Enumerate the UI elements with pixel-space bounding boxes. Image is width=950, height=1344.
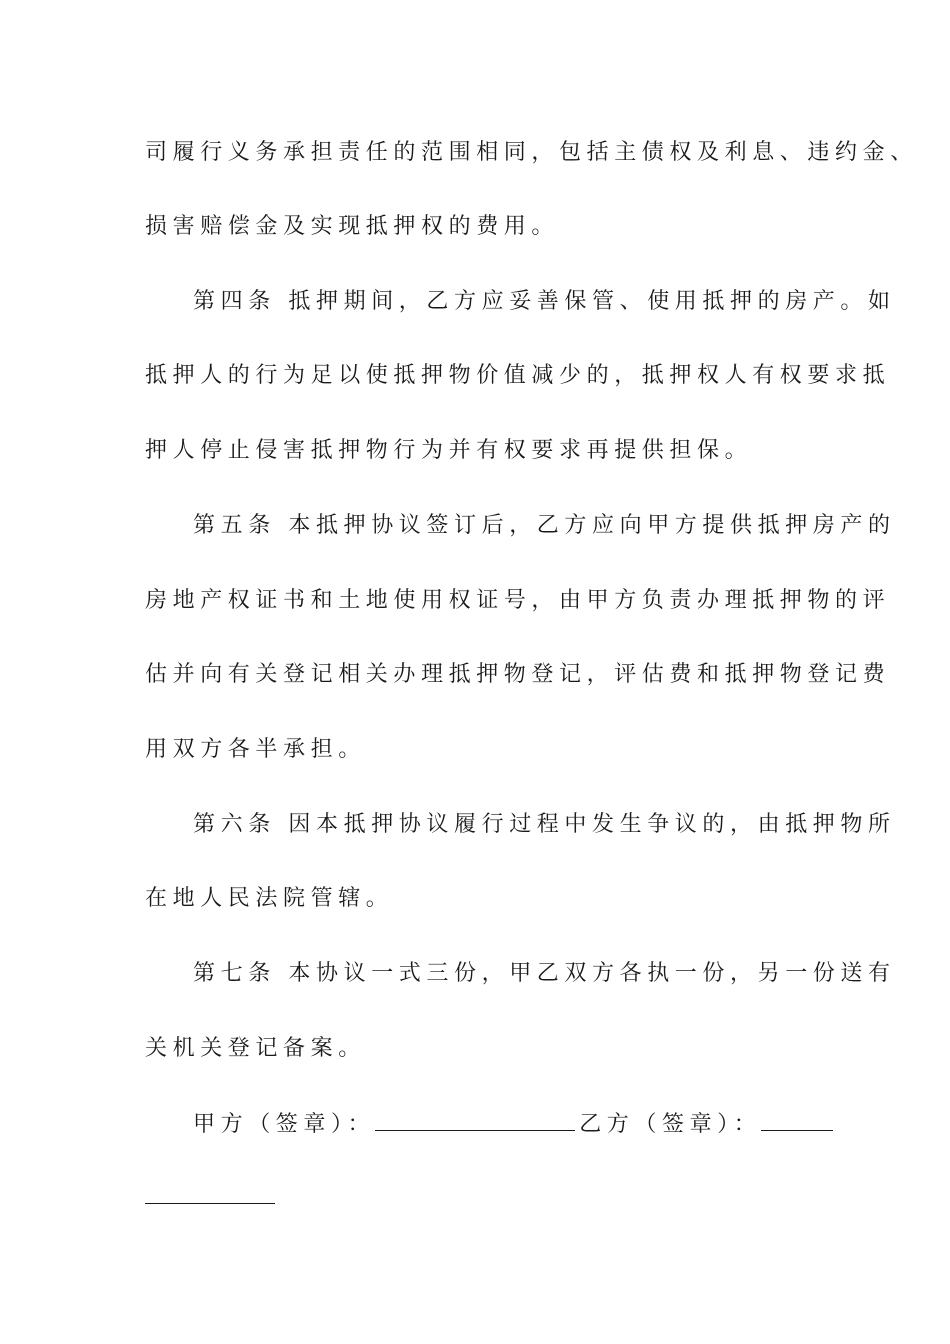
party-b-signature-blank: [761, 1108, 833, 1131]
paragraph-line: 关机关登记备案。: [145, 1036, 366, 1061]
signature-line: [193, 1108, 833, 1140]
paragraph-line: 在地人民法院管辖。: [145, 886, 394, 911]
paragraph-line: 押人停止侵害抵押物行为并有权要求再提供担保。: [145, 438, 753, 463]
paragraph-line: 司履行义务承担责任的范围相同，包括主债权及利息、违约金、: [145, 140, 918, 165]
paragraph-line: 用双方各半承担。: [145, 737, 366, 762]
party-a-signature-label: 甲方（签章）：: [193, 1112, 376, 1137]
paragraph-line: 估并向有关登记相关办理抵押物登记，评估费和抵押物登记费: [145, 662, 891, 687]
paragraph-line: 房地产权证书和土地使用权证号，由甲方负责办理抵押物的评: [145, 588, 891, 613]
party-b-signature-label: 乙方（签章）：: [579, 1112, 762, 1137]
party-b-signature-blank-continued: [145, 1203, 275, 1204]
paragraph-line: 抵押人的行为足以使抵押物价值减少的，抵押权人有权要求抵: [145, 363, 891, 388]
article-7-heading-line: 第七条 本协议一式三份，甲乙双方各执一份，另一份送有: [193, 961, 896, 986]
article-6-heading-line: 第六条 因本抵押协议履行过程中发生争议的，由抵押物所: [193, 812, 896, 837]
article-5-heading-line: 第五条 本抵押协议签订后，乙方应向甲方提供抵押房产的: [193, 513, 896, 538]
paragraph-line: 损害赔偿金及实现抵押权的费用。: [145, 214, 560, 239]
article-4-heading-line: 第四条 抵押期间，乙方应妥善保管、使用抵押的房产。如: [193, 289, 896, 314]
party-a-signature-blank: [375, 1108, 575, 1131]
